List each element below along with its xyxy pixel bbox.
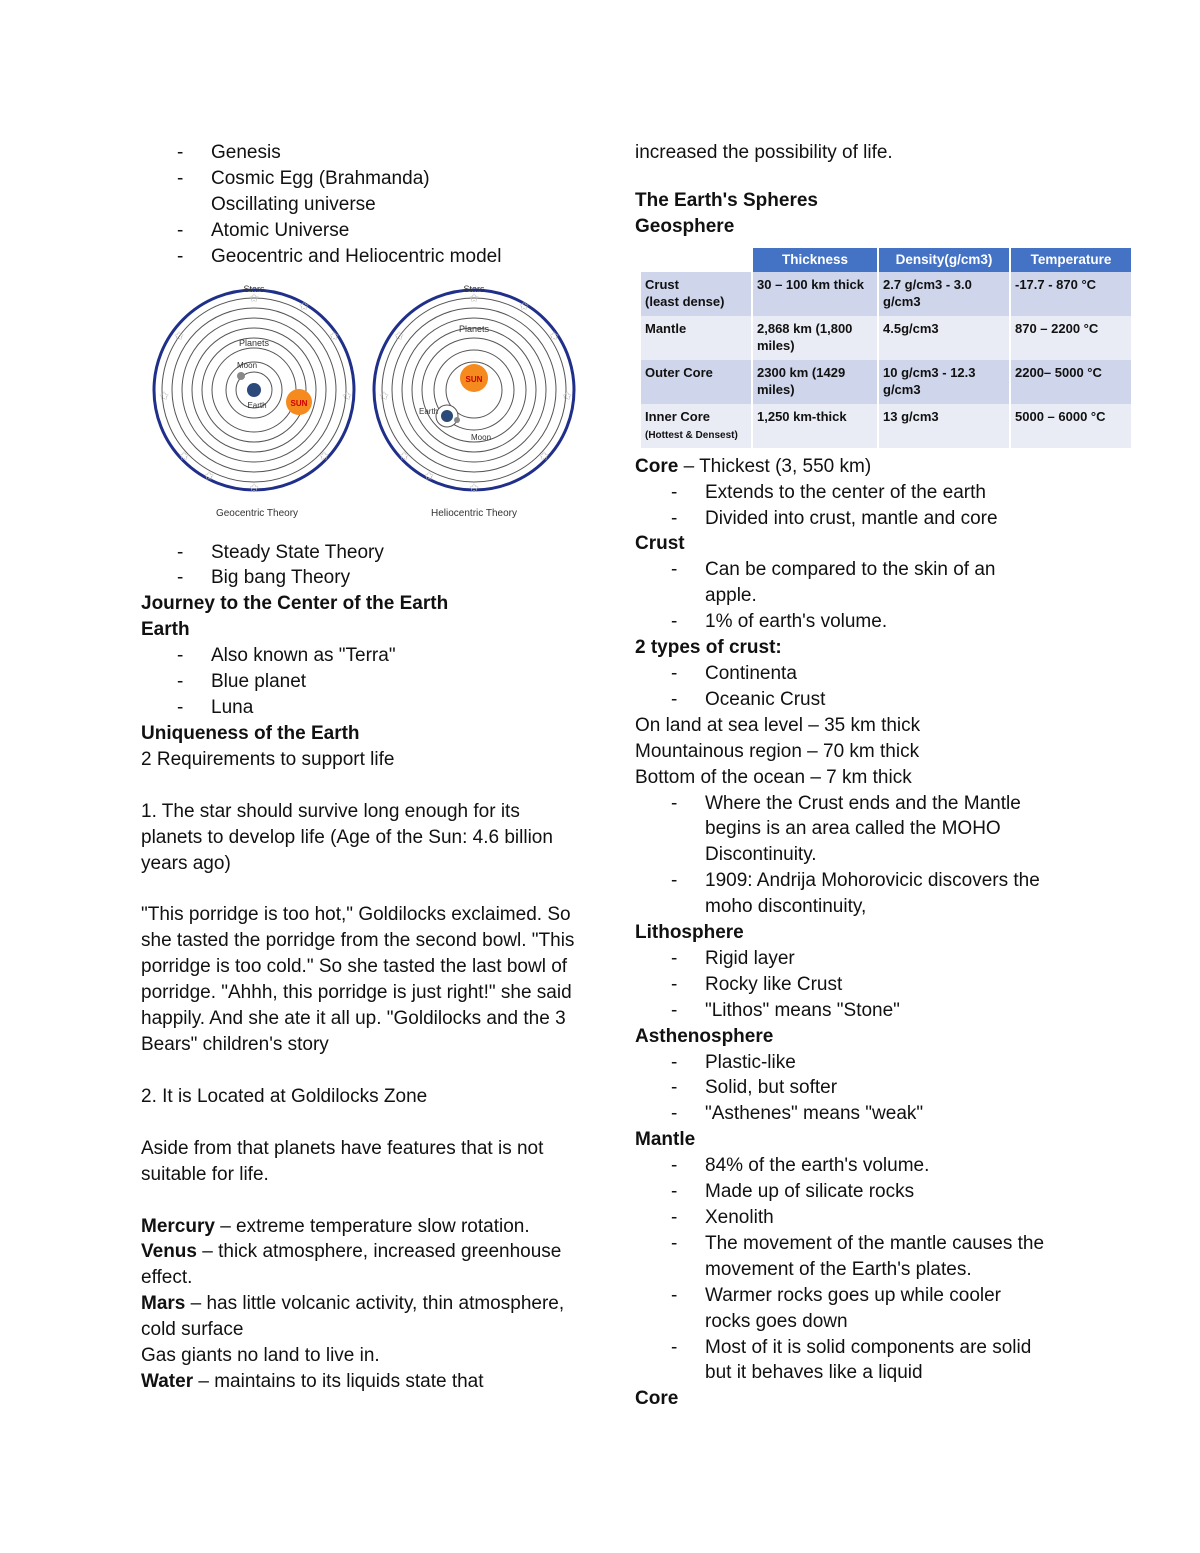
list-item: - Warmer rocks goes up while cooler rocks goes down: [635, 1283, 1035, 1335]
table-cell: 1,250 km-thick: [752, 404, 878, 448]
right-column: [635, 140, 1112, 1412]
list-item: - Oceanic Crust: [635, 687, 1075, 713]
svg-text:✩: ✩: [299, 298, 310, 313]
list-item: - The movement of the mantle causes the movement of the Earth's plates.: [635, 1231, 1065, 1283]
section-heading: Earth: [141, 619, 190, 641]
list-item: - Most of it is solid components are solid but it behaves like a liquid: [635, 1335, 1035, 1387]
list-item: - Geocentric and Heliocentric model: [141, 244, 581, 270]
geocentric-model: [154, 284, 354, 519]
planet-entry: Water – maintains to its liquids state that: [141, 1371, 484, 1392]
list-item: - 1909: Andrija Mohorovicic discovers the moho discontinuity,: [635, 868, 1055, 920]
heliocentric-caption: Heliocentric Theory: [431, 507, 517, 519]
list-item: - Blue planet: [141, 669, 581, 695]
table-header: Density(g/cm3): [878, 248, 1010, 272]
svg-text:✩: ✩: [174, 328, 185, 343]
paragraph: Aside from that planets have features that is not suitable for life.: [141, 1137, 544, 1185]
table-row: [641, 404, 1132, 448]
earth-label: Earth: [247, 400, 267, 410]
svg-text:✩: ✩: [249, 290, 260, 305]
paragraph: increased the possibility of life.: [635, 142, 893, 163]
table-cell: 2300 km (1429 miles): [752, 360, 878, 404]
svg-text:✩: ✩: [469, 480, 480, 495]
svg-text:✩: ✩: [379, 388, 390, 403]
table-cell: 5000 – 6000 °C: [1010, 404, 1132, 448]
svg-text:✩: ✩: [562, 388, 573, 403]
svg-text:✩: ✩: [549, 328, 560, 343]
table-cell: 2200– 5000 °C: [1010, 360, 1132, 404]
heliocentric-model: [374, 284, 574, 519]
section-heading: Lithosphere: [635, 922, 744, 944]
section-heading: Geosphere: [635, 215, 735, 237]
sun-label: SUN: [465, 374, 483, 384]
table-header-row: [641, 248, 1132, 272]
list-item: - Rocky like Crust: [635, 972, 1075, 998]
table-cell: 13 g/cm3: [878, 404, 1010, 448]
list-item: - Extends to the center of the earth: [635, 480, 1075, 506]
section-heading: Mantle: [635, 1129, 696, 1151]
list-item: - Also known as "Terra": [141, 643, 581, 669]
geocentric-caption: Geocentric Theory: [215, 507, 299, 519]
table-header: Temperature: [1010, 248, 1132, 272]
paragraph: Gas giants no land to live in.: [141, 1345, 380, 1367]
svg-text:✩: ✩: [179, 448, 190, 463]
stars-label: Stars: [463, 283, 485, 294]
list-item: - Big bang Theory: [141, 565, 581, 591]
svg-text:✩: ✩: [329, 328, 340, 343]
svg-text:✩: ✩: [249, 480, 260, 495]
table-cell: 2,868 km (1,800 miles): [752, 316, 878, 360]
list-item: - 1% of earth's volume.: [635, 609, 1075, 635]
section-heading: Journey to the Center of the Earth: [141, 593, 449, 615]
paragraph: On land at sea level – 35 km thick: [635, 714, 921, 736]
list-item: - Where the Crust ends and the Mantle begins is an area called the MOHO Discontinuity.: [635, 791, 1035, 869]
section-heading: Crust: [635, 533, 685, 555]
svg-text:✩: ✩: [204, 468, 215, 483]
section-heading: Asthenosphere: [635, 1025, 774, 1047]
list-item: - Rigid layer: [635, 946, 1075, 972]
list-item: - Cosmic Egg (Brahmanda): [141, 166, 581, 192]
list-item: - Made up of silicate rocks: [635, 1179, 1075, 1205]
core-line: Core – Thickest (3, 550 km): [635, 455, 872, 477]
paragraph: 2 Requirements to support life: [141, 748, 395, 770]
paragraph: 2. It is Located at Goldilocks Zone: [141, 1085, 428, 1107]
svg-text:✩: ✩: [159, 388, 170, 403]
list-item: - Luna: [141, 695, 581, 721]
table-cell: Crust (least dense): [641, 272, 752, 316]
list-item: - Continenta: [635, 661, 1075, 687]
section-heading: Core: [635, 1388, 679, 1410]
moon-label: Moon: [237, 360, 258, 370]
svg-text:✩: ✩: [519, 298, 530, 313]
table-row: [641, 272, 1132, 316]
paragraph: Bottom of the ocean – 7 km thick: [635, 766, 912, 788]
stars-label: Stars: [243, 283, 265, 294]
list-item: - "Lithos" means "Stone": [635, 998, 1075, 1024]
planets-label: Planets: [238, 337, 270, 348]
list-item: - Genesis: [141, 140, 581, 166]
quote-paragraph: "This porridge is too hot," Goldilocks exclaimed. So she tasted the porridge from the second bowl. "This porridge is too cold." So she tasted the last bowl of porridge. "Ahhh, this porridge is just right!" she said happily. And she ate it all up. "Goldilocks and the 3 Bears" children's story: [141, 904, 575, 1055]
svg-text:✩: ✩: [319, 448, 330, 463]
sun-label: SUN: [290, 398, 308, 408]
table-cell: -17.7 - 870 °C: [1010, 272, 1132, 316]
svg-text:✩: ✩: [399, 448, 410, 463]
list-item: - 84% of the earth's volume.: [635, 1153, 1075, 1179]
table-row: [641, 360, 1132, 404]
list-item: - "Asthenes" means "weak": [635, 1101, 1075, 1127]
planet-entry: Mars – has little volcanic activity, thin atmosphere, cold surface: [141, 1293, 565, 1341]
table-cell: 4.5g/cm3: [878, 316, 1010, 360]
geosphere-table: [641, 248, 1133, 448]
svg-text:✩: ✩: [469, 290, 480, 305]
table-row: [641, 316, 1132, 360]
list-item: - Xenolith: [635, 1205, 1075, 1231]
svg-text:✩: ✩: [539, 448, 550, 463]
table-header: [641, 248, 752, 272]
list-item: Oscillating universe: [211, 193, 376, 215]
svg-text:✩: ✩: [424, 468, 435, 483]
moon-label: Moon: [471, 432, 492, 442]
table-cell: Inner Core (Hottest & Densest): [641, 404, 752, 448]
planets-label: Planets: [458, 323, 490, 334]
list-item: - Solid, but softer: [635, 1075, 1075, 1101]
table-header: Thickness: [752, 248, 878, 272]
table-cell: 10 g/cm3 - 12.3 g/cm3: [878, 360, 1010, 404]
table-cell: 870 – 2200 °C: [1010, 316, 1132, 360]
table-cell: 2.7 g/cm3 - 3.0 g/cm3: [878, 272, 1010, 316]
table-cell: Outer Core: [641, 360, 752, 404]
list-item: - Plastic-like: [635, 1050, 1075, 1076]
list-item: - Divided into crust, mantle and core: [635, 506, 1075, 532]
list-item: - Steady State Theory: [141, 540, 581, 566]
paragraph: 1. The star should survive long enough for its planets to develop life (Age of the Sun: 4.6 billion years ago): [141, 800, 553, 874]
planet-entry: Venus – thick atmosphere, increased greenhouse effect.: [141, 1241, 562, 1289]
earth-label: Earth: [419, 406, 439, 416]
section-heading: 2 types of crust:: [635, 637, 782, 659]
svg-text:✩: ✩: [342, 388, 353, 403]
geocentric-heliocentric-diagram: [149, 280, 585, 520]
paragraph: Mountainous region – 70 km thick: [635, 740, 920, 762]
section-heading: Uniqueness of the Earth: [141, 722, 360, 744]
svg-text:✩: ✩: [394, 328, 405, 343]
left-column: [141, 140, 581, 1395]
section-heading: The Earth's Spheres: [635, 189, 818, 211]
table-cell: Mantle: [641, 316, 752, 360]
table-cell: 30 – 100 km thick: [752, 272, 878, 316]
planet-entry: Mercury – extreme temperature slow rotation.: [141, 1215, 530, 1237]
list-item: - Can be compared to the skin of an apple.: [635, 557, 1035, 609]
list-item: - Atomic Universe: [141, 218, 581, 244]
